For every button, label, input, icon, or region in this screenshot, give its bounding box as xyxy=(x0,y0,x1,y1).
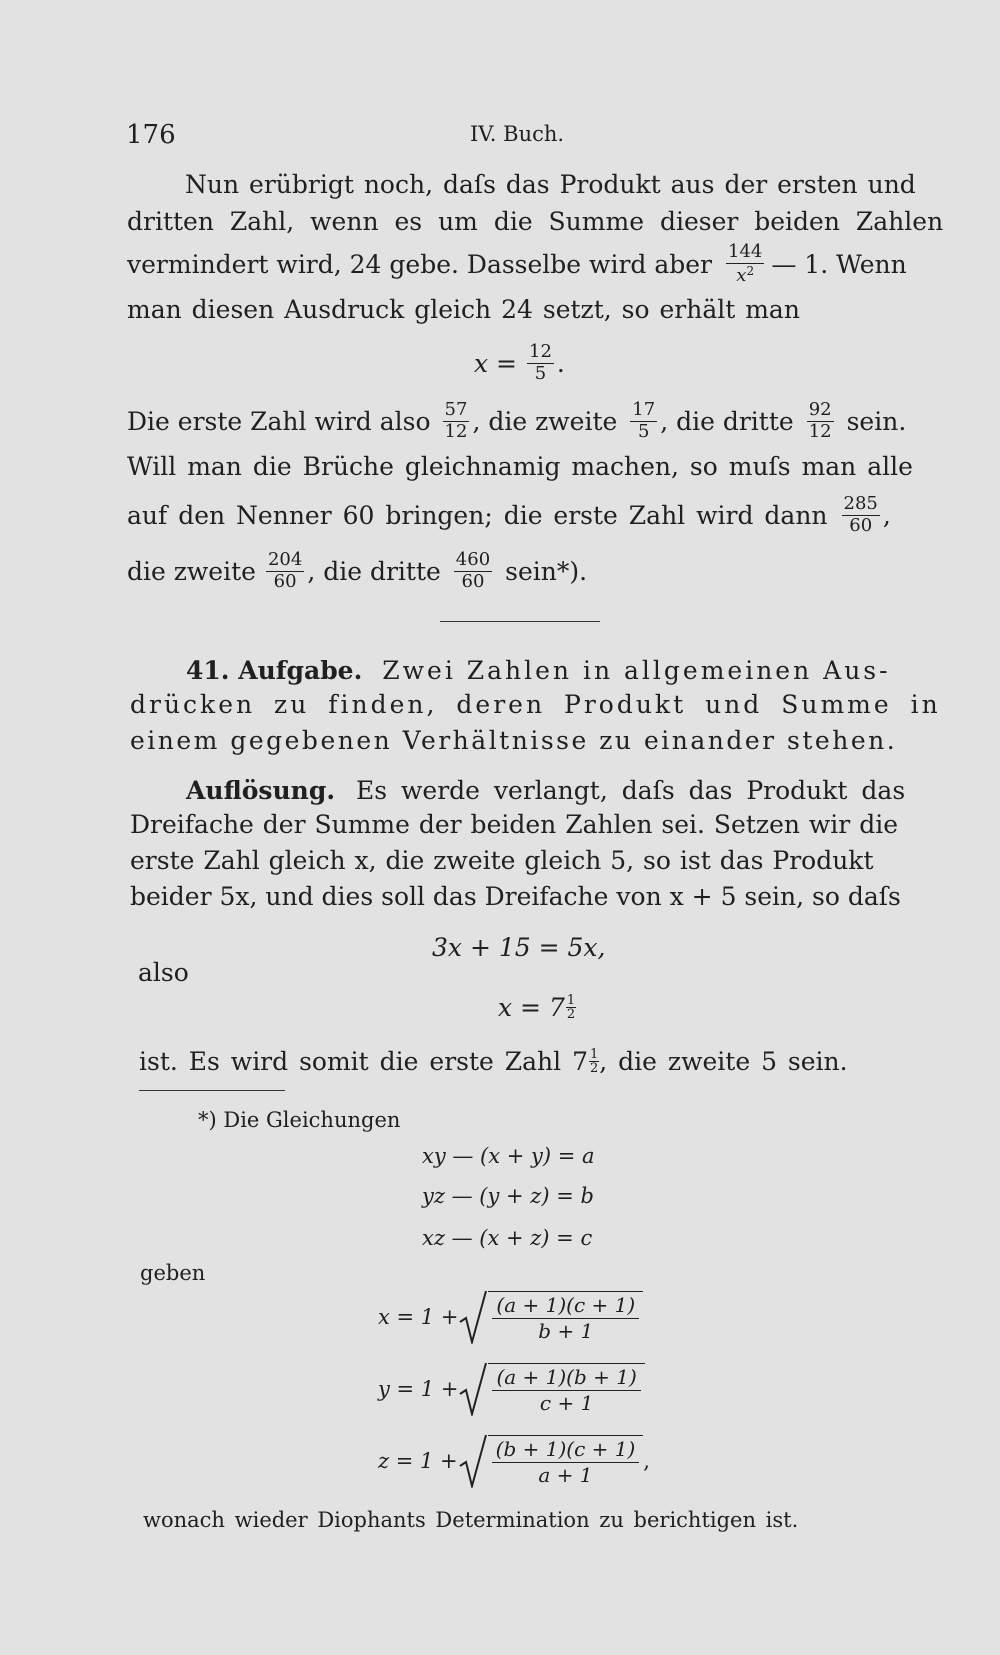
fraction xyxy=(443,398,470,442)
radicand xyxy=(488,1363,644,1415)
fraction-numerator: 204 xyxy=(267,548,303,570)
fraction xyxy=(726,240,764,286)
fraction xyxy=(454,548,492,592)
text-fragment: , die zweite xyxy=(472,406,618,436)
text-fragment: , die dritte xyxy=(307,556,441,586)
text-fragment: Zwei Zahlen in allgemeinen Aus- xyxy=(382,656,891,685)
equation-lhs: x = 1 + xyxy=(378,1304,459,1329)
fraction-numerator: (b + 1)(c + 1) xyxy=(492,1438,640,1463)
fraction-denominator: 2 xyxy=(590,1060,599,1076)
text-line xyxy=(127,393,906,449)
text-line: Nun erübrigt noch, daſs das Produkt aus der ersten und xyxy=(185,170,916,199)
fraction-numerator: (a + 1)(c + 1) xyxy=(492,1294,639,1319)
text-fragment: , die dritte xyxy=(660,406,794,436)
solution-heading: Auflösung. xyxy=(186,776,336,805)
equation-lhs: x = xyxy=(474,348,517,378)
fraction-denominator: b + 1 xyxy=(538,1319,594,1343)
fraction-numerator: 17 xyxy=(632,398,656,420)
footnote-text: geben xyxy=(140,1261,206,1285)
fraction xyxy=(566,994,576,1021)
fraction-numerator: 1 xyxy=(566,992,576,1008)
radical-sign-icon xyxy=(458,1362,488,1416)
fraction-numerator: 144 xyxy=(728,240,763,262)
exponent: 2 xyxy=(746,263,755,278)
text-fragment: sein*). xyxy=(505,556,588,586)
equation-lhs: y = 1 + xyxy=(378,1376,459,1401)
footnote-equation: xz — (x + z) = c xyxy=(422,1226,593,1250)
text-line xyxy=(139,1044,848,1078)
fraction-numerator: 1 xyxy=(590,1046,599,1062)
footnote-equation xyxy=(378,1290,643,1344)
fraction xyxy=(266,548,304,592)
square-root xyxy=(458,1290,643,1344)
footnote-equation xyxy=(378,1434,650,1488)
fraction-denominator: 5 xyxy=(534,362,547,384)
text-fragment: vermindert wird, 24 gebe. Dasselbe wird aber xyxy=(127,249,712,279)
equation: 3x + 15 = 5x, xyxy=(432,933,606,962)
fraction-denominator: 12 xyxy=(808,420,832,442)
equation-end: . xyxy=(556,348,565,378)
text-line: Dreifache der Summe der beiden Zahlen sei. Setzen wir die xyxy=(130,810,898,839)
fraction-numerator: 12 xyxy=(529,340,552,362)
fraction xyxy=(807,398,834,442)
text-fragment: sein. xyxy=(846,406,907,436)
fraction-numerator: 92 xyxy=(808,398,832,420)
text-fragment: Die erste Zahl wird also xyxy=(127,406,431,436)
footnote-equation: xy — (x + y) = a xyxy=(422,1144,595,1168)
square-root xyxy=(458,1362,644,1416)
radicand xyxy=(488,1291,643,1343)
equation-lhs: x = 7 xyxy=(498,992,565,1022)
fraction-numerator: 285 xyxy=(843,492,878,514)
radicand xyxy=(488,1435,644,1487)
text-fragment: , die zweite 5 sein. xyxy=(599,1046,848,1076)
section-divider xyxy=(440,621,600,622)
footnote-equation xyxy=(378,1362,645,1416)
text-fragment: — 1. Wenn xyxy=(771,249,907,279)
fraction xyxy=(842,492,880,536)
text-fragment: ist. Es wird somit die erste Zahl 7 xyxy=(139,1046,588,1076)
fraction-denominator: 2 xyxy=(566,1006,576,1022)
text-line: beider 5x, und dies soll das Dreifache von x + 5 sein, so daſs xyxy=(130,882,901,911)
text-line: drücken zu finden, deren Produkt und Summe in xyxy=(130,690,941,719)
text-fragment: auf den Nenner 60 bringen; die erste Zahl wird dann xyxy=(127,500,828,530)
fraction xyxy=(527,340,554,384)
text-line xyxy=(127,487,891,543)
text-fragment: , xyxy=(882,500,891,530)
fraction-denominator: a + 1 xyxy=(538,1463,593,1487)
running-title: IV. Buch. xyxy=(470,122,565,146)
fraction-numerator: 57 xyxy=(444,398,468,420)
text-line: man diesen Ausdruck gleich 24 setzt, so erhält man xyxy=(127,295,800,324)
square-root xyxy=(458,1434,644,1488)
footnote-divider xyxy=(139,1090,285,1091)
fraction-denominator xyxy=(734,264,756,286)
text-line: erste Zahl gleich x, die zweite gleich 5, so ist das Produkt xyxy=(130,846,874,875)
fraction-denominator: 60 xyxy=(461,570,485,592)
text-fragment: die zweite xyxy=(127,556,256,586)
text-line: einem gegebenen Verhältnisse zu einander stehen. xyxy=(130,726,898,755)
fraction-denominator: 5 xyxy=(638,420,650,442)
footnote-intro: *) Die Gleichungen xyxy=(198,1108,401,1132)
fraction xyxy=(589,1048,599,1075)
variable: x xyxy=(736,264,747,286)
equation-lhs: z = 1 + xyxy=(378,1448,458,1473)
text-line xyxy=(127,543,587,599)
footnote-equation: yz — (y + z) = b xyxy=(422,1184,594,1208)
radical-sign-icon xyxy=(458,1290,488,1344)
fraction-denominator: c + 1 xyxy=(539,1391,594,1415)
page-number: 176 xyxy=(126,120,176,150)
fraction xyxy=(630,398,657,442)
fraction-numerator: (a + 1)(b + 1) xyxy=(492,1366,640,1391)
footnote-text: wonach wieder Diophants Determination zu berichtigen ist. xyxy=(143,1508,799,1532)
equation xyxy=(474,338,565,388)
fraction-denominator: 60 xyxy=(849,514,873,536)
text-line xyxy=(186,658,891,683)
radical-sign-icon xyxy=(458,1434,488,1488)
text-fragment: Es werde verlangt, daſs das Produkt das xyxy=(356,776,906,805)
equation-end: , xyxy=(643,1448,650,1473)
text-line: dritten Zahl, wenn es um die Summe dieser beiden Zahlen xyxy=(127,207,944,236)
text-line xyxy=(127,236,907,292)
fraction-denominator: 60 xyxy=(273,570,297,592)
text-line: also xyxy=(138,958,189,987)
section-heading: 41. Aufgabe. xyxy=(186,656,363,685)
fraction-numerator: 460 xyxy=(455,548,491,570)
text-line xyxy=(186,778,905,803)
fraction-denominator: 12 xyxy=(444,420,468,442)
text-line: Will man die Brüche gleichnamig machen, so muſs man alle xyxy=(127,452,913,481)
equation xyxy=(498,985,576,1029)
